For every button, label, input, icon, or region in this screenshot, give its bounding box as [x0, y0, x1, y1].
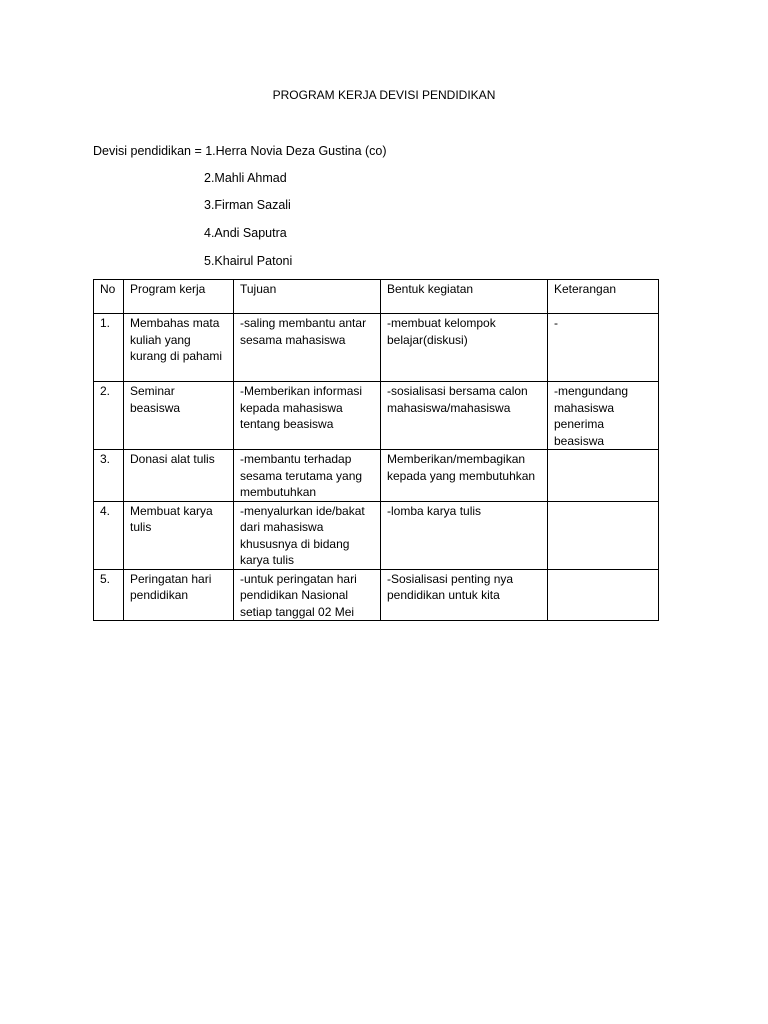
cell-bentuk: -Sosialisasi penting nya pendidikan untuk kita [381, 569, 548, 621]
program-table [93, 279, 659, 621]
table-row [94, 501, 659, 569]
member-item: 4.Andi Saputra [204, 226, 287, 240]
cell-program: Seminar beasiswa [124, 382, 234, 450]
cell-no: 1. [94, 314, 124, 382]
header-keterangan: Keterangan [548, 280, 659, 314]
cell-bentuk: -sosialisasi bersama calon mahasiswa/mahasiswa [381, 382, 548, 450]
cell-bentuk: Memberikan/membagikan kepada yang membutuhkan [381, 450, 548, 502]
table-row [94, 382, 659, 450]
cell-tujuan: -untuk peringatan hari pendidikan Nasional setiap tanggal 02 Mei [234, 569, 381, 621]
cell-tujuan: -saling membantu antar sesama mahasiswa [234, 314, 381, 382]
document-title: PROGRAM KERJA DEVISI PENDIDIKAN [272, 88, 496, 102]
table-row [94, 314, 659, 382]
members-lead-line: Devisi pendidikan = 1.Herra Novia Deza Gustina (co) [93, 144, 387, 158]
header-program: Program kerja [124, 280, 234, 314]
header-bentuk: Bentuk kegiatan [381, 280, 548, 314]
cell-no: 5. [94, 569, 124, 621]
cell-tujuan: -Memberikan informasi kepada mahasiswa tentang beasiswa [234, 382, 381, 450]
cell-program: Peringatan hari pendidikan [124, 569, 234, 621]
cell-program: Donasi alat tulis [124, 450, 234, 502]
header-no: No [94, 280, 124, 314]
cell-bentuk: -membuat kelompok belajar(diskusi) [381, 314, 548, 382]
cell-no: 2. [94, 382, 124, 450]
cell-tujuan: -menyalurkan ide/bakat dari mahasiswa khususnya di bidang karya tulis [234, 501, 381, 569]
member-item: 2.Mahli Ahmad [204, 171, 287, 185]
cell-keterangan: -mengundang mahasiswa penerima beasiswa [548, 382, 659, 450]
cell-program: Membuat karya tulis [124, 501, 234, 569]
member-item: 3.Firman Sazali [204, 198, 291, 212]
header-tujuan: Tujuan [234, 280, 381, 314]
cell-no: 4. [94, 501, 124, 569]
cell-program: Membahas mata kuliah yang kurang di pahami [124, 314, 234, 382]
cell-no: 3. [94, 450, 124, 502]
table-row [94, 569, 659, 621]
table-row [94, 450, 659, 502]
table-header-row [94, 280, 659, 314]
cell-keterangan [548, 501, 659, 569]
cell-bentuk: -lomba karya tulis [381, 501, 548, 569]
cell-keterangan: - [548, 314, 659, 382]
cell-keterangan [548, 450, 659, 502]
cell-keterangan [548, 569, 659, 621]
cell-tujuan: -membantu terhadap sesama terutama yang membutuhkan [234, 450, 381, 502]
member-item: 5.Khairul Patoni [204, 254, 293, 268]
